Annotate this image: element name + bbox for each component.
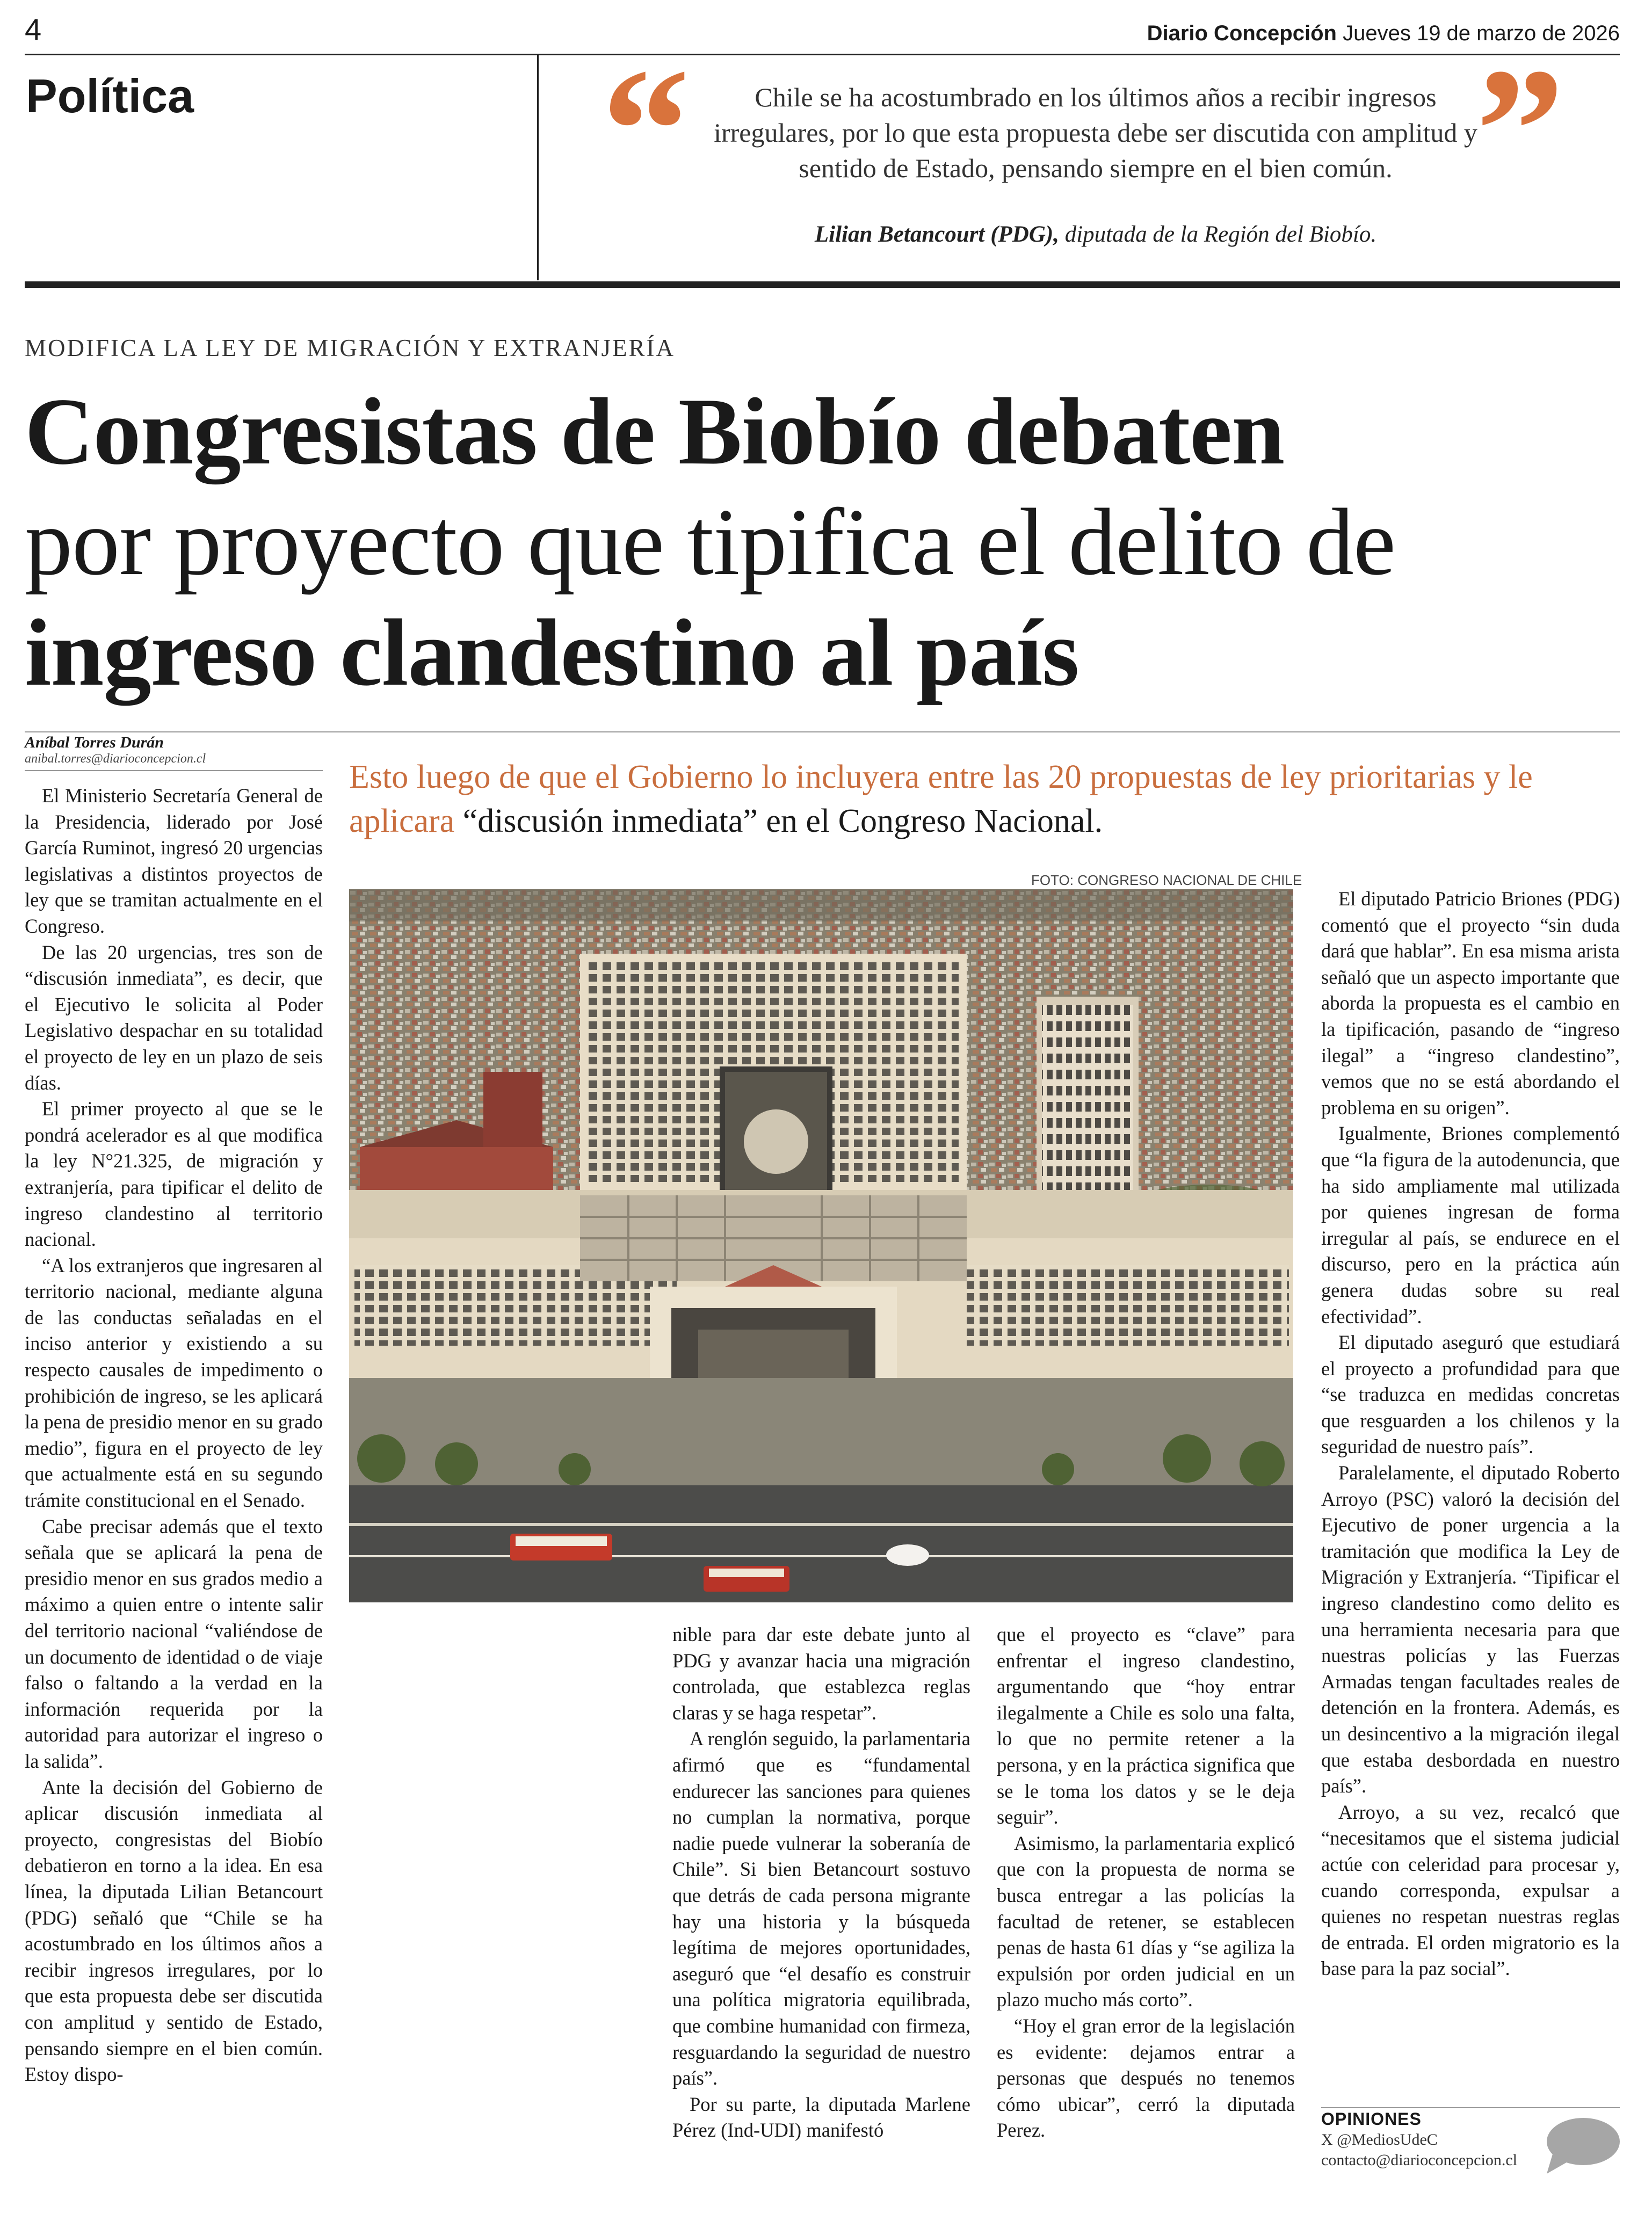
body-paragraph: Ante la decisión del Gobierno de aplicar discusión inmediata al proyecto, congresistas del Biobío debatieron en torno a la idea. En esa línea, la diputada Lilian Betancourt (PDG) señaló que “Chile se ha acostumbrado en los últimos años a recibir ingresos irregulares, por lo que esta propuesta debe ser discutida con amplitud y sentido de Estado, pensando siempre en el bien común. Estoy dispo- xyxy=(25,1776,323,2086)
body-paragraph: A renglón seguido, la parlamentaria afirmó que es “fundamental endurecer las sanciones para quienes no cumplan la normativa, porque nadie puede vulnerar la soberanía de Chile”. Si bien Betancourt sostuvo que detrás de cada persona migrante hay una historia y la búsqueda legítima de mejores oportunidades, aseguró que “el desafío es construir una política migratoria equilibrada, que combine humanidad con firmeza, resguardando la seguridad de nuestro país”. xyxy=(672,1728,970,2089)
body-paragraph: Por su parte, la diputada Marlene Pérez (Ind-UDI) manifestó xyxy=(672,2093,970,2142)
body-paragraph: “A los extranjeros que ingresaren al territorio nacional, mediante alguna de las conductas señaladas en el inciso anterior y existiendo a su respecto causales de impedimento o prohibición de ingreso, se les aplicará la pena de presidio menor en su grado medio”, figura en el proyecto de ley que actualmente está en su segundo trámite constitucional en el Senado. xyxy=(25,1254,323,1512)
opinions-x-handle[interactable]: X @MediosUdeC xyxy=(1321,2131,1438,2149)
author-email[interactable]: anibal.torres@diarioconcepcion.cl xyxy=(25,752,206,766)
headline xyxy=(25,376,1604,708)
body-paragraph: Paralelamente, el diputado Roberto Arroyo (PSC) valoró la decisión del Ejecutivo de poner urgencia a la tramitación que modifica la Ley de Migración y Extranjería. “Tipificar el ingreso clandestino como delito es una herramienta necesaria para que nuestras policías y las Fuerzas Armadas tengan facultades reales de detención en la frontera. Además, es un desincentivo a la migración ilegal que estaba desbordada en nuestro país”. xyxy=(1321,1462,1620,1797)
opinions-email[interactable]: contacto@diarioconcepcion.cl xyxy=(1321,2151,1517,2169)
publication-date: Jueves 19 de marzo de 2026 xyxy=(1343,21,1620,45)
body-column-1 xyxy=(25,783,323,2088)
body-paragraph: que el proyecto es “clave” para enfrentar el ingreso clandestino, argumentando que “hoy entrar ilegalmente a Chile es solo una falta, lo que no permite retener a la persona, y en la práctica significa que se le toma los datos y se le deja seguir”. xyxy=(997,1623,1295,1828)
opinions-title: OPINIONES xyxy=(1321,2109,1422,2129)
body-paragraph: Asimismo, la parlamentaria explicó que con la propuesta de norma se busca entregar a las policías la facultad de retener, se establecen penas de hasta 61 días y “se agiliza la expulsión por orden judicial en un plazo mucho más corto”. xyxy=(997,1832,1295,2011)
body-paragraph: nible para dar este debate junto al PDG y avanzar hacia una migración controlada, que establezca reglas claras y se haga respetar”. xyxy=(672,1623,970,1724)
subheadline xyxy=(349,755,1627,843)
photo-credit: FOTO: CONGRESO NACIONAL DE CHILE xyxy=(1031,872,1302,888)
body-paragraph: “Hoy el gran error de la legislación es evidente: dejamos entrar a personas que después no tenemos cómo ubicar”, cerró la diputada Perez. xyxy=(997,2014,1295,2142)
byline-underline xyxy=(25,770,323,771)
section-title: Política xyxy=(26,69,194,122)
headline-line-2: por proyecto que tipifica el delito de xyxy=(25,489,1395,595)
byline-rule xyxy=(25,731,1620,732)
body-paragraph: De las 20 urgencias, tres son de “discusión inmediata”, es decir, que el Ejecutivo le solicita al Poder Legislativo despachar en su totalidad el proyecto de ley en un plazo de seis días. xyxy=(25,941,323,1094)
headline-line-3: ingreso clandestino al país xyxy=(25,599,1079,706)
pull-quote-attribution xyxy=(709,221,1482,248)
pull-quote-name: Lilian Betancourt (PDG), xyxy=(814,222,1059,247)
body-paragraph: El primer proyecto al que se le pondrá acelerador es al que modifica la ley N°21.325, de migración y extranjería, para tipificar el delito de ingreso clandestino al territorio nacional. xyxy=(25,1098,323,1251)
body-paragraph: Arroyo, a su vez, recalcó que “necesitamos que el sistema judicial actúe con celeridad para procesar y, cuando corresponda, expulsar a quienes no respetan nuestras reglas de entrada. El orden migratorio es la base para la paz social”. xyxy=(1321,1801,1620,1980)
congress-photo xyxy=(349,889,1293,1602)
subheadline-highlight: Esto luego de que el Gobierno lo incluyera entre las 20 propuestas de ley prioritarias y le aplicara xyxy=(349,759,1533,839)
headline-line-1: Congresistas de Biobío debaten xyxy=(25,378,1285,484)
speech-bubble-icon xyxy=(1542,2115,1621,2176)
opinions-rule xyxy=(1321,2107,1620,2108)
author-name: Aníbal Torres Durán xyxy=(25,734,164,751)
body-paragraph: El Ministerio Secretaría General de la Presidencia, liderado por José García Ruminot, ingresó 20 urgencias legislativas a distintos proyectos de ley que se tramitan actualmente en el Congreso. xyxy=(25,785,323,937)
kicker: MODIFICA LA LEY DE MIGRACIÓN Y EXTRANJERÍA xyxy=(25,335,675,361)
body-paragraph: Igualmente, Briones complementó que “la figura de la autodenuncia, que ha sido ampliamente mal utilizada por quienes ingresan de forma irregular al país, se endurece en el discurso, pero en la práctica aún genera dudas sobre su real efectividad”. xyxy=(1321,1122,1620,1327)
body-paragraph: Cabe precisar además que el texto señala que se aplicará la pena de presidio menor en sus grados medio a máximo a quien entre o intente salir del territorio nacional “valiéndose de un documento de identidad o de viaje falso o faltando a la verdad en la información requerida por la autoridad para autorizar el ingreso o la salida”. xyxy=(25,1515,323,1772)
subheadline-plain: “discusión inmediata” en el Congreso Nacional. xyxy=(462,803,1103,839)
quote-divider xyxy=(537,55,539,280)
top-rule xyxy=(25,54,1620,55)
body-column-3 xyxy=(997,1622,1295,2144)
body-column-2 xyxy=(672,1622,970,2144)
header-bottom-rule xyxy=(25,281,1620,288)
body-paragraph: El diputado aseguró que estudiará el proyecto a profundidad para que “se traduzca en medidas concretas que resguarden a los chilenos y la seguridad de nuestro país”. xyxy=(1321,1331,1620,1458)
pull-quote-role: diputada de la Región del Biobío. xyxy=(1059,222,1377,247)
pull-quote: Chile se ha acostumbrado en los últimos años a recibir ingresos irregulares, por lo que esta propuesta debe ser discutida con amplitud y sentido de Estado, pensando siempre en el bien común. xyxy=(714,82,1477,183)
newspaper-name: Diario Concepción xyxy=(1147,21,1337,45)
open-quote-icon: “ xyxy=(602,32,690,228)
body-paragraph: El diputado Patricio Briones (PDG) comentó que el proyecto “sin duda dará que hablar”. En esa misma arista señaló que un aspecto importante que aborda la propuesta es el cambio en la tipificación, pasando de “ingreso ilegal” a “ingreso clandestino”, vemos que no se está abordando el problema en su origen”. xyxy=(1321,888,1620,1119)
page-number: 4 xyxy=(25,12,42,46)
close-quote-icon: ” xyxy=(1476,32,1564,228)
body-column-4 xyxy=(1321,886,1620,1982)
